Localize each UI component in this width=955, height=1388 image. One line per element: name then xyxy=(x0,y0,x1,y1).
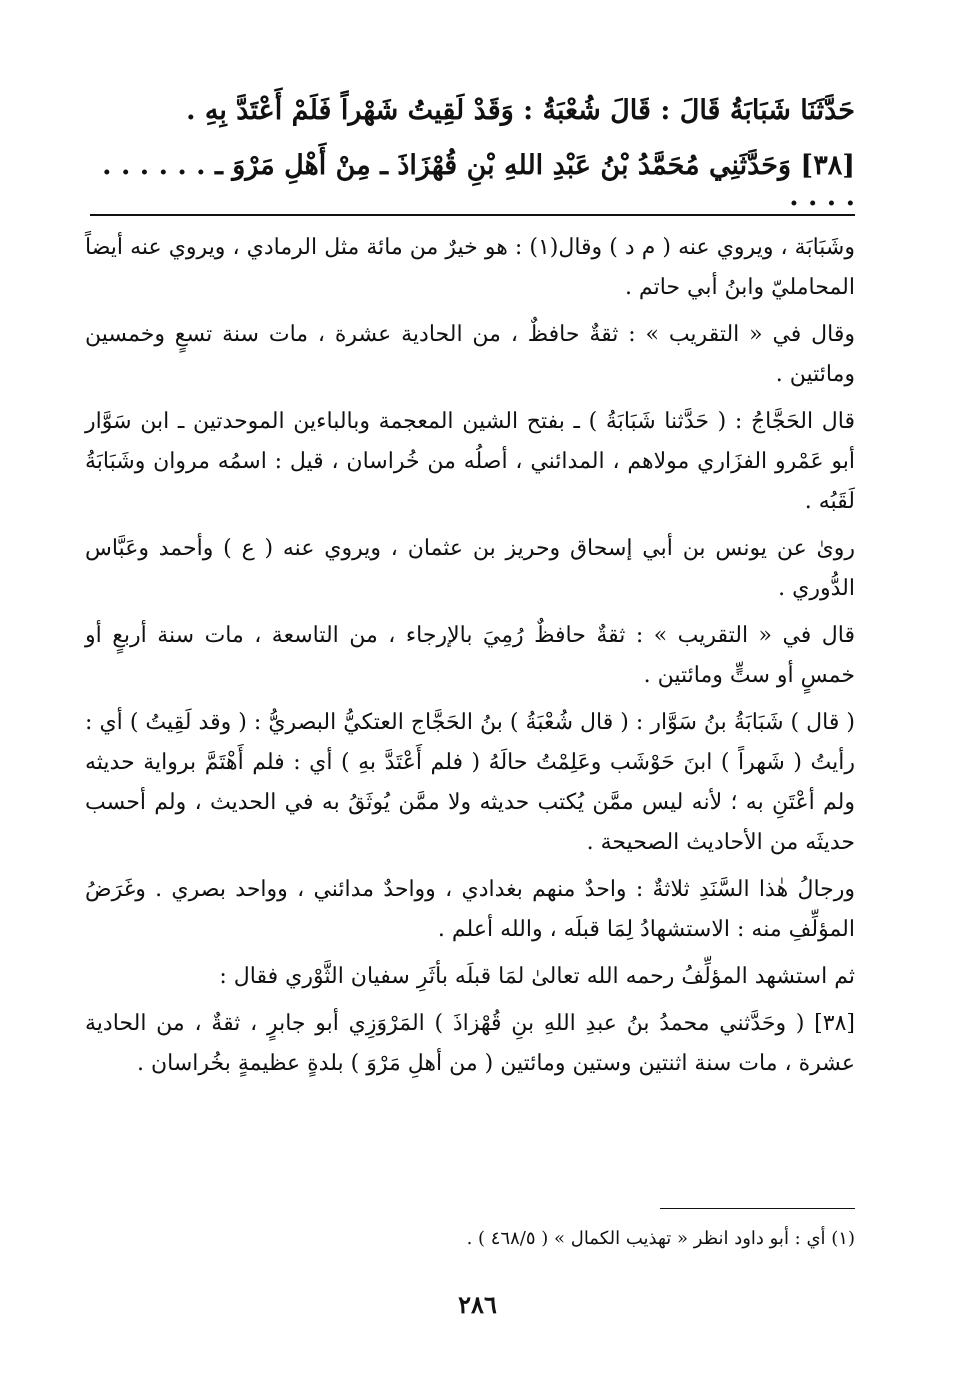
text-commentary-divider xyxy=(90,214,855,216)
hadith-text-line-1: حَدَّثَنَا شَبَابَةُ قَالَ : قَالَ شُعْبَةُ : وَقَدْ لَقِيتُ شَهْراً فَلَمْ أَعْتَدَّ بِهِ . xyxy=(186,95,855,126)
commentary-paragraph: وقال في « التقريب » : ثقةٌ حافظٌ ، من الحادية عشرة ، مات سنة تسعٍ وخمسين ومائتين . xyxy=(85,322,855,387)
commentary-paragraph: قال في « التقريب » : ثقةٌ حافظٌ رُمِيَ بالإرجاء ، من التاسعة ، مات سنة أربعٍ أو خمسٍ أو ستٍّ ومائتين . xyxy=(85,623,855,688)
commentary-paragraph: ثم استشهد المؤلِّفُ رحمه الله تعالىٰ لمَا قبلَه بأثَرِ سفيان الثَّوْري فقال : xyxy=(219,964,855,989)
commentary-paragraph: وشَبَابَة ، ويروي عنه ( م د ) وقال(١) : هو خيرٌ من مائة مثل الرمادي ، ويروي عنه أيضاً المحامليّ وابنُ أبي حاتم . xyxy=(85,235,855,300)
commentary-body xyxy=(85,228,855,1091)
commentary-paragraph: ورجالُ هٰذا السَّنَدِ ثلاثةٌ : واحدٌ منهم بغدادي ، وواحدٌ مدائني ، وواحد بصري . وغَرَضُ المؤلِّفِ منه : الاستشهادُ لِمَا قبلَه ، والله أعلم . xyxy=(85,877,855,942)
footnote-divider xyxy=(660,1208,855,1209)
commentary-paragraph: [٣٨] ( وحَدَّثني محمدُ بنُ عبدِ اللهِ بنِ قُهْزاذَ ) المَرْوَزِي أبو جابرٍ ، ثقةٌ ، من الحادية عشرة ، مات سنة اثنتين وستين ومائتين ( من أهلِ مَرْوَ ) بلدةٍ عظيمةٍ بخُراسان . xyxy=(85,1011,855,1076)
hadith-text-line-2: [٣٨] وَحَدَّثَنِي مُحَمَّدُ بْنُ عَبْدِ اللهِ بْنِ قُهْزَاذَ ـ مِنْ أَهْلِ مَرْوَ ـ . . . . . . . . . . xyxy=(102,150,855,212)
commentary-paragraph: قال الحَجَّاجُ : ( حَدَّثنا شَبَابَةُ ) ـ بفتح الشين المعجمة وبالباءين الموحدتين ـ ابن سَوَّار أبو عَمْرو الفزَاري مولاهم ، المدائني ، أصلُه من خُراسان ، قيل : اسمُه مروان وشَبَابَةُ لَقَبُه . xyxy=(85,409,856,514)
commentary-paragraph: ( قال ) شَبَابَةُ بنُ سَوَّار : ( قال شُعْبَةُ ) بنُ الحَجَّاج العتكيُّ البصريُّ : ( وقد لَقِيتُ ) أي : رأيتُ ( شَهراً ) ابنَ حَوْشَب وعَلِمْتُ حالَهُ ( فلم أَعْتَدَّ بهِ ) أي : فلم أَهْتَمَّ برواية حديثه ولم أعْتَنِ به ؛ لأنه ليس ممَّن يُكتب حديثه ولا ممَّن يُوثَقُ به في الحديث ، ولم أحسب حديثَه من الأحاديث الصحيحة . xyxy=(85,710,855,855)
footnote: (١) أي : أبو داود انظر « تهذيب الكمال » ( ٤٦٨/٥ ) . xyxy=(466,1228,855,1249)
page-number: ٢٨٦ xyxy=(458,1290,497,1319)
commentary-paragraph: روىٰ عن يونس بن أبي إسحاق وحريز بن عثمان ، ويروي عنه ( ع ) وأحمد وعَبَّاس الدُّوري . xyxy=(85,536,855,601)
